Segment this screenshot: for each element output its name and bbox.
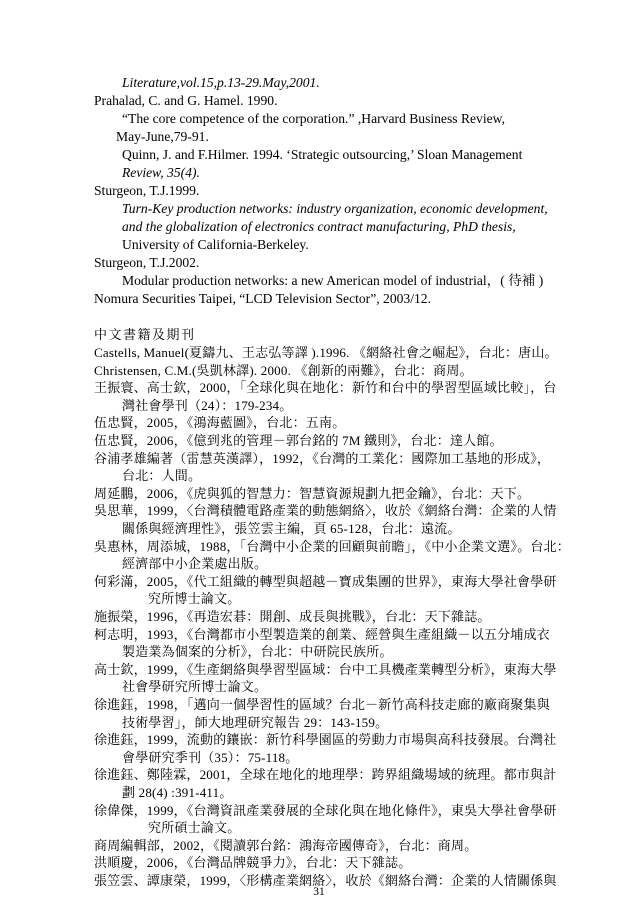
ref-line: 徐進鈺，1998，「邁向一個學習性的區域？台北－新竹高科技走廊的廠商聚集與 bbox=[94, 697, 550, 712]
ref-line: Castells, Manuel(夏鑄九、王志弘等譯 ).1996. 《網絡社會之崛起》，台北：唐山。 bbox=[94, 345, 558, 360]
ref-line: Quinn, J. and F.Hilmer. 1994. ‘Strategic outsourcing,’ Sloan Management bbox=[122, 147, 523, 162]
ref-line: 高士欽，1999，《生產網絡與學習型區域：台中工具機產業轉型分析》，東海大學 bbox=[94, 661, 557, 677]
ref-line: 周延鵬，2006，《虎與狐的智慧力：智慧資源規劃九把金鑰》，台北：天下。 bbox=[94, 485, 531, 501]
ref-line: 吳惠林，周添城，1988，「台灣中小企業的回顧與前瞻」，《中小企業文選》。台北： bbox=[94, 538, 571, 554]
ref-line: 劃 28(4) :391-411。 bbox=[122, 785, 233, 800]
section-heading: 中文書籍及期刊 bbox=[94, 327, 196, 342]
ref-line: Literature,vol.15,p.13-29.May,2001. bbox=[122, 75, 320, 90]
ref-line: 究所碩士論文。 bbox=[148, 820, 241, 836]
ref-line: 經濟部中小企業處出版。 bbox=[122, 556, 268, 572]
ref-line: 徐進鈺，1999，流動的鑲嵌：新竹科學園區的勞動力市場與高科技發展。台灣社 bbox=[94, 732, 557, 748]
ref-line: Modular production networks: a new American model of industrial，( 待補 ) bbox=[122, 273, 544, 288]
ref-line: 商周編輯部，2002，《閱讀郭台銘：鴻海帝國傳奇》，台北：商周。 bbox=[94, 837, 478, 853]
ref-line: 徐進鈺、鄭陸霖，2001，全球在地化的地理學：跨界組織場域的統理。都市與計 bbox=[94, 767, 557, 783]
ref-line: University of California-Berkeley. bbox=[122, 237, 309, 252]
ref-line: 製造業為個案的分析》，台北：中研院民族所。 bbox=[122, 644, 393, 660]
ref-line: 究所博士論文。 bbox=[148, 591, 241, 607]
ref-line: 何彩滿，2005，《代工組織的轉型與超越－寶成集團的世界》，東海大學社會學研 bbox=[94, 573, 557, 589]
ref-line: Nomura Securities Taipei, “LCD Television Sector”, 2003/12. bbox=[94, 291, 431, 306]
ref-line: Prahalad, C. and G. Hamel. 1990. bbox=[94, 93, 278, 108]
ref-line: Review, 35(4). bbox=[122, 165, 200, 180]
ref-line: and the globalization of electronics contract manufacturing, PhD thesis, bbox=[122, 219, 516, 234]
ref-line: 徐偉傑，1999，《台灣資訊產業發展的全球化與在地化條件》，東吳大學社會學研 bbox=[94, 802, 557, 818]
ref-line: 台北：人間。 bbox=[122, 468, 202, 484]
ref-line: 伍忠賢，2006，《億到兆的管理－郭台銘的 7M 鐵則》，台北：達人館。 bbox=[94, 433, 503, 448]
page-number: 31 bbox=[313, 886, 325, 898]
ref-line: 吳思華，1999，〈台灣積體電路產業的動態網絡〉，收於《網絡台灣：企業的人情 bbox=[94, 503, 557, 519]
ref-line: 灣社會學刊（24）：179-234。 bbox=[122, 397, 293, 413]
ref-line: 張笠雲、譚康榮，1999，〈形構產業網絡〉，收於《網絡台灣：企業的人情關係與 bbox=[94, 873, 557, 888]
ref-line: 柯志明，1993，《台灣都市小型製造業的創業、經營與生產組織－以五分埔成衣 bbox=[94, 626, 550, 642]
ref-line: 洪順慶，2006，《台灣品牌競爭力》，台北：天下雜誌。 bbox=[94, 855, 412, 871]
ref-line: 社會學研究所博士論文。 bbox=[122, 679, 268, 695]
ref-line: 伍忠賢，2005，《鴻海藍圖》，台北：五南。 bbox=[94, 415, 346, 431]
ref-line: May-June,79-91. bbox=[116, 129, 209, 144]
ref-line: 谷浦孝雄編著（雷慧英漢譯），1992，《台灣的工業化：國際加工基地的形成》， bbox=[94, 450, 551, 466]
ref-line: 施振榮，1996，《再造宏碁：開創、成長與挑戰》，台北：天下雜誌。 bbox=[94, 609, 491, 624]
ref-line: Sturgeon, T.J.2002. bbox=[94, 255, 200, 270]
ref-line: 關係與經濟理性》，張笠雲主編，頁 65-128，台北：遠流。 bbox=[122, 521, 461, 536]
ref-line: Turn-Key production networks: industry organization, economic development, bbox=[122, 201, 548, 216]
ref-line: Christensen, C.M.(吳凱林譯). 2000. 《創新的兩難》，台北：商周。 bbox=[94, 362, 473, 378]
ref-line: 會學研究季刊（35）：75-118。 bbox=[122, 749, 299, 765]
ref-line: Sturgeon, T.J.1999. bbox=[94, 183, 200, 198]
ref-line: “The core competence of the corporation.” ,Harvard Business Review, bbox=[122, 111, 505, 126]
ref-line: 技術學習」，師大地理研究報告 29：143-159。 bbox=[122, 714, 389, 730]
ref-line: 王振寰、高士欽，2000，「全球化與在地化：新竹和台中的學習型區域比較」，台 bbox=[94, 380, 557, 396]
